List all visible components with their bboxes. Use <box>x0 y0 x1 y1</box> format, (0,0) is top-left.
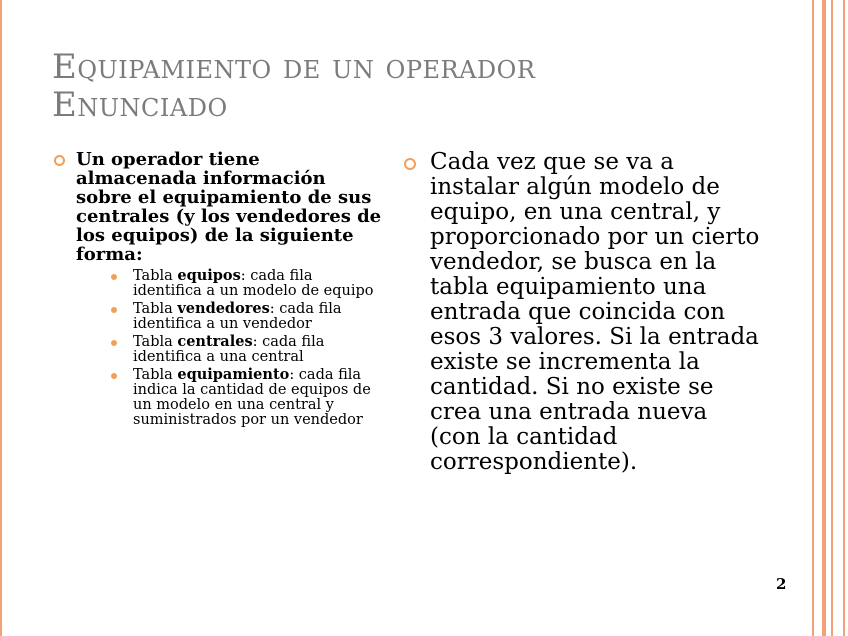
table-item-name: centrales <box>177 333 253 350</box>
table-item-equipamiento <box>76 367 384 428</box>
table-item-name: vendedores <box>177 300 270 317</box>
slide-title <box>52 48 792 124</box>
slide-border-right-1 <box>812 0 814 636</box>
right-column <box>404 150 764 475</box>
table-item-centrales <box>76 334 384 365</box>
slide-title-line-1: Equipamiento de un operador <box>52 47 536 87</box>
table-item-description: : cada fila identifica a un vendedor <box>133 301 342 332</box>
table-item-name: equipamiento <box>177 366 290 383</box>
table-item-name: equipos <box>177 267 241 284</box>
dot-bullet-icon <box>111 274 117 280</box>
slide-border-right-2 <box>822 0 826 636</box>
left-column <box>54 150 384 430</box>
slide-border-right-4 <box>843 0 845 636</box>
dot-bullet-icon <box>111 340 117 346</box>
table-list <box>76 268 384 428</box>
page-number: 2 <box>776 575 787 593</box>
table-item-vendedores <box>76 301 384 332</box>
dot-bullet-icon <box>111 373 117 379</box>
table-item-prefix: Tabla <box>133 367 178 383</box>
left-intro-text: Un operador tiene almacenada información sobre el equipamiento de sus centrales (y los vendedores de los equipos) de la siguiente forma: <box>76 149 382 265</box>
slide-border-left <box>0 0 2 636</box>
table-item-description: : cada fila indica la cantidad de equipos de un modelo en una central y suministrados por un vendedor <box>133 367 371 428</box>
table-item-prefix: Tabla <box>133 301 178 317</box>
table-item-description: : cada fila identifica a un modelo de equipo <box>133 268 374 299</box>
table-item-prefix: Tabla <box>133 268 178 284</box>
left-bullet <box>54 150 384 428</box>
table-item-prefix: Tabla <box>133 334 178 350</box>
table-item-equipos <box>76 268 384 299</box>
slide-title-line-2: Enunciado <box>52 85 228 125</box>
ring-bullet-icon <box>404 158 416 170</box>
dot-bullet-icon <box>111 307 117 313</box>
right-bullet <box>404 150 764 475</box>
ring-bullet-icon <box>54 155 65 166</box>
right-paragraph: Cada vez que se va a instalar algún modelo de equipo, en una central, y proporcionado por un cierto vendedor, se busca en la tabla equipamiento una entrada que coincida con esos 3 valores. Si la entrada existe se incrementa la cantidad. Si no existe se crea una entrada nueva (con la cantidad correspondiente). <box>430 149 760 475</box>
table-item-description: : cada fila identifica a una central <box>133 334 325 365</box>
slide-border-right-3 <box>831 0 833 636</box>
